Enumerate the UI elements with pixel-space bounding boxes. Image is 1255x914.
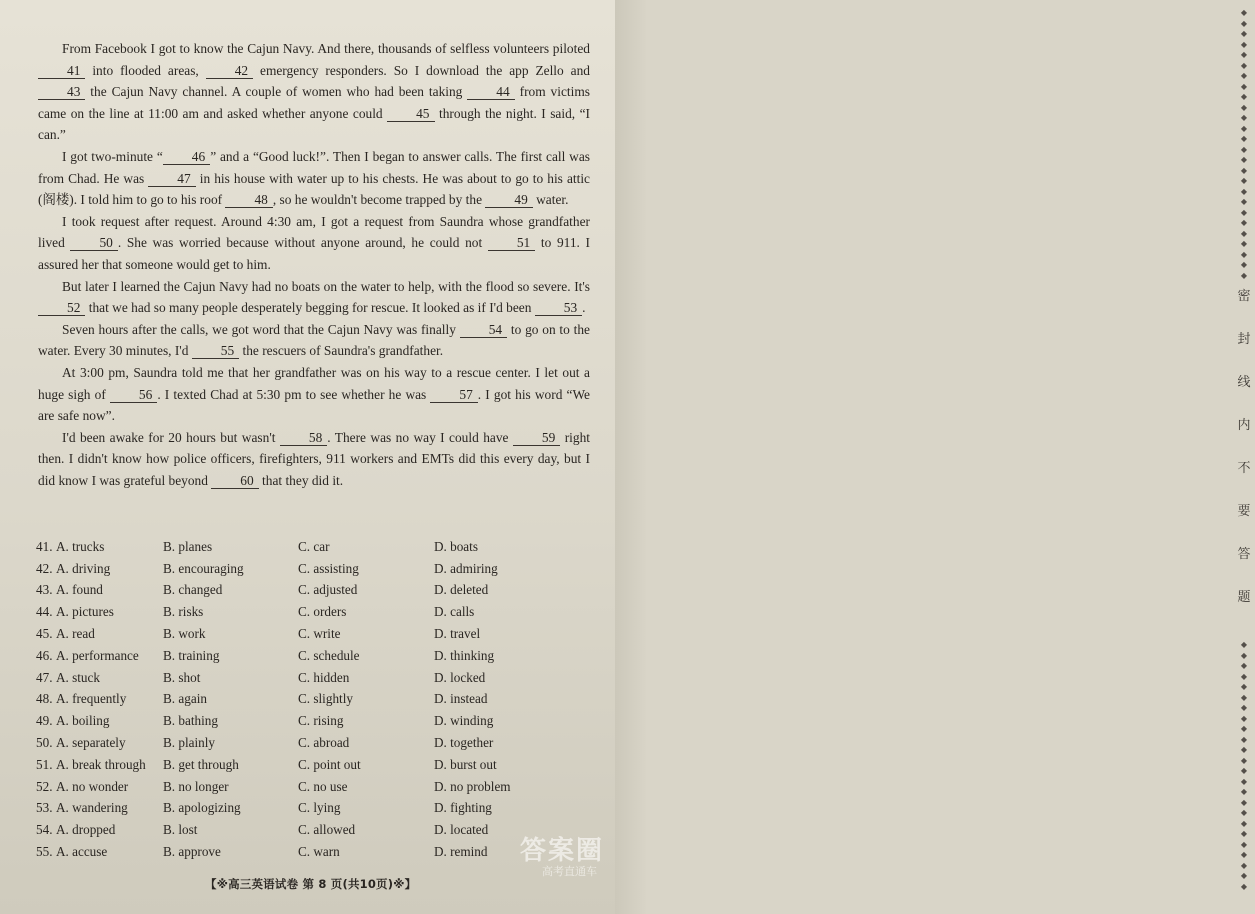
blank-51: 51 (488, 235, 535, 251)
passage-text: . I got his word “We are safe now”. (38, 386, 590, 424)
passage-text: I got two-minute “ (62, 148, 163, 164)
option-a: A. break through (56, 756, 146, 772)
option-row (36, 754, 596, 776)
seal-char: 不 (1237, 461, 1251, 476)
option-c: C. lying (298, 800, 341, 816)
passage-paragraph (38, 319, 590, 362)
option-row (36, 689, 596, 711)
passage-text: ” and a “Good luck!”. Then I began to answer calls. The first call was from Chad. He was (38, 148, 590, 186)
option-row (36, 558, 596, 580)
option-row (36, 601, 596, 623)
option-b: B. again (163, 691, 207, 707)
option-c: C. rising (298, 713, 344, 729)
watermark-logo (520, 830, 625, 900)
passage-text: , so he wouldn't become trapped by the (272, 192, 486, 208)
option-row (36, 841, 596, 863)
option-a: A. accuse (56, 844, 108, 860)
passage-text: I'd been awake for 20 hours but wasn't (62, 429, 280, 445)
passage-paragraph (38, 146, 590, 211)
blank-49: 49 (485, 192, 532, 208)
passage-text: At 3:00 pm, Saundra told me that her grandfather was on his way to a rescue center. I let out a huge sigh of (38, 364, 590, 402)
option-a: A. boiling (56, 713, 110, 729)
passage-text: to go on to the water. Every 30 minutes, I'd (38, 321, 590, 359)
passage-text: to 911. I assured her that someone would get to him. (38, 235, 591, 272)
page-footer: 【※高三英语试卷 第 8 页(共10页)※】 (205, 877, 417, 891)
option-d: D. deleted (434, 582, 489, 598)
passage-paragraph (38, 276, 590, 319)
question-number: 53. (36, 800, 53, 816)
blank-47: 47 (148, 171, 195, 187)
passage-text: . She was worried because without anyone around, he could not (117, 235, 488, 251)
option-a: A. pictures (56, 604, 114, 620)
option-b: B. shot (163, 669, 201, 685)
passage-text: into flooded areas, (85, 62, 206, 78)
option-d: D. remind (434, 844, 488, 860)
blank-46: 46 (163, 149, 210, 165)
option-c: C. car (298, 538, 330, 554)
passage-text: the rescuers of Saundra's grandfather. (239, 343, 444, 359)
seal-char: 封 (1237, 332, 1251, 347)
option-a: A. stuck (56, 669, 100, 685)
passage-text: Seven hours after the calls, we got word that the Cajun Navy was finally (62, 321, 460, 337)
option-b: B. lost (163, 822, 198, 838)
option-d: D. locked (434, 669, 486, 685)
option-c: C. assisting (298, 560, 359, 576)
option-c: C. schedule (298, 647, 360, 663)
blank-59: 59 (513, 430, 560, 446)
seal-line-margin (615, 0, 1251, 914)
seal-char: 题 (1237, 590, 1251, 605)
passage-text: But later I learned the Cajun Navy had no boats on the water to help, with the flood so severe. It's (62, 278, 590, 294)
option-b: B. encouraging (163, 560, 244, 576)
blank-58: 58 (280, 430, 327, 446)
passage-text: from victims came on the line at 11:00 am and asked whether anyone could (38, 84, 590, 121)
passage-text: . There was no way I could have (327, 429, 513, 445)
option-d: D. instead (434, 691, 488, 707)
blank-53: 53 (535, 300, 582, 316)
blank-44: 44 (467, 84, 514, 100)
passage-paragraph (38, 362, 590, 427)
option-row (36, 667, 596, 689)
option-b: B. changed (163, 582, 223, 598)
option-b: B. no longer (163, 778, 229, 794)
option-c: C. point out (298, 756, 361, 772)
option-a: A. wandering (56, 800, 128, 816)
blank-54: 54 (460, 322, 507, 338)
passage-text: I took request after request. Around 4:30 am, I got a request from Saundra whose grandfather lived (38, 213, 590, 251)
option-a: A. dropped (56, 822, 116, 838)
option-a: A. separately (56, 735, 126, 751)
seal-dots-top: ◆ ◆ ◆ ◆ ◆ ◆ ◆ ◆ ◆ ◆ ◆ ◆ ◆ ◆ ◆ ◆ ◆ ◆ ◆ ◆ ◆ ◆ ◆ ◆ ◆ ◆ (1240, 8, 1248, 280)
option-c: C. hidden (298, 669, 350, 685)
option-d: D. winding (434, 713, 494, 729)
option-b: B. planes (163, 538, 213, 554)
option-row (36, 819, 596, 841)
option-row (36, 623, 596, 645)
option-d: D. together (434, 735, 494, 751)
blank-60: 60 (211, 473, 258, 489)
option-d: D. burst out (434, 756, 497, 772)
option-b: B. get through (163, 756, 239, 772)
passage-paragraph (38, 38, 590, 146)
passage-text: . (582, 300, 586, 316)
question-number: 49. (36, 713, 53, 729)
passage-text: right then. I didn't know how police officers, firefighters, 911 workers and EMTs did this every day, but I did know I was grateful beyond (38, 429, 590, 488)
question-number: 47. (36, 669, 53, 685)
passage-text: in his house with water up to his chests. He was about to go to his attic (阁楼). I told him to go to his roof (38, 170, 590, 208)
blank-56: 56 (110, 387, 157, 403)
passage-text: that they did it. (258, 472, 344, 488)
question-number: 55. (36, 844, 53, 860)
seal-char: 内 (1237, 418, 1251, 433)
option-b: B. risks (163, 604, 204, 620)
passage-text: . I texted Chad at 5:30 pm to see whether he was (157, 386, 431, 402)
option-d: D. located (434, 822, 489, 838)
blank-52: 52 (38, 300, 85, 316)
seal-dots-bottom: ◆ ◆ ◆ ◆ ◆ ◆ ◆ ◆ ◆ ◆ ◆ ◆ ◆ ◆ ◆ ◆ ◆ ◆ ◆ ◆ ◆ ◆ ◆ ◆ (1240, 640, 1248, 891)
passage-text: through the night. I said, “I can.” (38, 105, 590, 143)
blank-45: 45 (387, 106, 434, 122)
passage-text: water. (532, 192, 569, 208)
blank-48: 48 (225, 192, 272, 208)
option-row (36, 580, 596, 602)
seal-char: 线 (1237, 375, 1251, 390)
question-number: 41. (36, 538, 53, 554)
passage-text: emergency responders. So I download the app Zello and (253, 62, 590, 78)
question-number: 46. (36, 647, 53, 663)
options-table (36, 536, 596, 863)
option-a: A. read (56, 626, 95, 642)
passage-text: that we had so many people desperately begging for rescue. It looked as if I'd been (85, 300, 535, 316)
option-c: C. no use (298, 778, 348, 794)
watermark-subtitle: 高考直通车 (542, 865, 597, 878)
blank-43: 43 (38, 84, 85, 100)
option-row (36, 776, 596, 798)
option-d: D. boats (434, 538, 478, 554)
watermark-title: 答案圈 (520, 836, 605, 866)
blank-57: 57 (430, 387, 477, 403)
option-c: C. orders (298, 604, 347, 620)
blank-50: 50 (70, 235, 117, 251)
option-a: A. driving (56, 560, 111, 576)
option-a: A. frequently (56, 691, 127, 707)
seal-char: 答 (1237, 547, 1251, 562)
question-number: 45. (36, 626, 53, 642)
option-row (36, 732, 596, 754)
passage-text: the Cajun Navy channel. A couple of women who had been taking (85, 84, 468, 100)
blank-55: 55 (192, 343, 239, 359)
option-d: D. thinking (434, 647, 495, 663)
option-a: A. trucks (56, 538, 105, 554)
option-c: C. abroad (298, 735, 350, 751)
seal-char: 要 (1237, 504, 1251, 519)
option-c: C. slightly (298, 691, 353, 707)
option-row (36, 710, 596, 732)
question-number: 50. (36, 735, 53, 751)
option-d: D. fighting (434, 800, 492, 816)
question-number: 51. (36, 756, 53, 772)
blank-42: 42 (206, 63, 253, 79)
seal-instruction (1233, 285, 1255, 629)
question-number: 43. (36, 582, 53, 598)
passage-text: From Facebook I got to know the Cajun Navy. And there, thousands of selfless volunteers piloted (62, 41, 590, 56)
seal-char: 密 (1237, 289, 1251, 304)
option-c: C. adjusted (298, 582, 358, 598)
option-c: C. warn (298, 844, 340, 860)
option-b: B. work (163, 626, 206, 642)
option-b: B. bathing (163, 713, 218, 729)
option-b: B. training (163, 647, 220, 663)
option-b: B. apologizing (163, 800, 241, 816)
option-d: D. no problem (434, 778, 511, 794)
cloze-passage (38, 38, 590, 491)
question-number: 42. (36, 560, 53, 576)
option-row (36, 536, 596, 558)
question-number: 54. (36, 822, 53, 838)
option-row (36, 645, 596, 667)
option-a: A. performance (56, 647, 139, 663)
option-b: B. approve (163, 844, 221, 860)
option-c: C. write (298, 626, 341, 642)
option-d: D. calls (434, 604, 475, 620)
option-row (36, 798, 596, 820)
blank-41: 41 (38, 63, 85, 79)
option-b: B. plainly (163, 735, 216, 751)
option-d: D. travel (434, 626, 481, 642)
option-a: A. no wonder (56, 778, 129, 794)
option-d: D. admiring (434, 560, 498, 576)
passage-paragraph (38, 211, 590, 276)
question-number: 48. (36, 691, 53, 707)
option-a: A. found (56, 582, 103, 598)
passage-paragraph (38, 427, 590, 492)
question-number: 44. (36, 604, 53, 620)
option-c: C. allowed (298, 822, 356, 838)
question-number: 52. (36, 778, 53, 794)
